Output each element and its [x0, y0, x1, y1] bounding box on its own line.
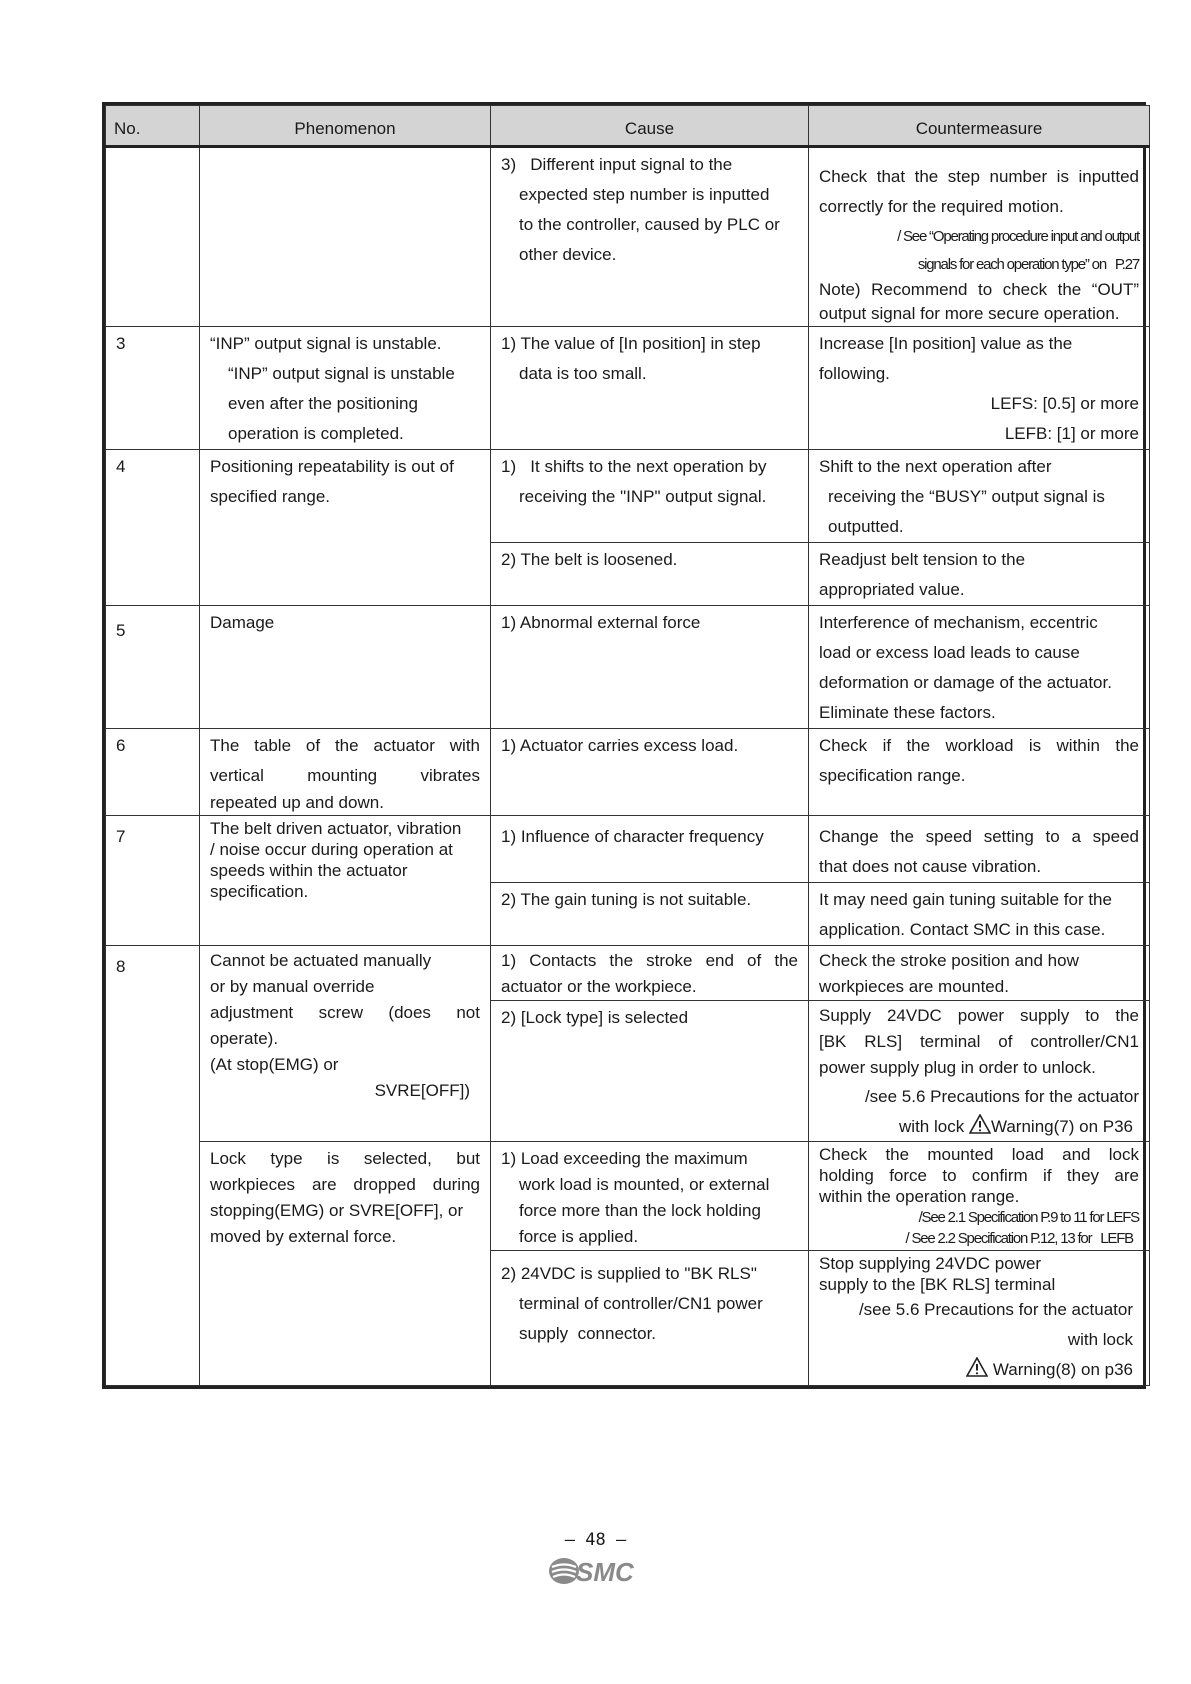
- troubleshooting-table: [102, 102, 1146, 1389]
- countermeasure-line: workpieces are mounted.: [819, 977, 1009, 996]
- cause-line: force is applied.: [519, 1227, 639, 1246]
- header-no: No.: [106, 106, 200, 147]
- phenomenon-cell: Damage: [200, 606, 491, 729]
- smc-logo-graphic: [546, 1554, 646, 1588]
- countermeasure-line: within the operation range.: [819, 1187, 1020, 1206]
- countermeasure-line: Interference of mechanism, eccentric: [819, 613, 1098, 632]
- countermeasure-line: application. Contact SMC in this case.: [819, 920, 1106, 939]
- countermeasure-line: following.: [819, 364, 890, 383]
- table-row: [106, 606, 1150, 729]
- cause-cell: 2) The belt is loosened.: [491, 543, 809, 606]
- cause-line: supply connector.: [519, 1324, 657, 1343]
- countermeasure-cell: [809, 606, 1150, 729]
- reference-line: with lock: [1067, 1330, 1133, 1349]
- cause-cell: 2) The gain tuning is not suitable.: [491, 883, 809, 946]
- table-row: [106, 816, 1150, 883]
- countermeasure-line: that does not cause vibration.: [819, 857, 1042, 876]
- countermeasure-line: Check the stroke position and how: [819, 951, 1079, 970]
- countermeasure-cell: [809, 883, 1150, 946]
- no-cell: 7: [106, 816, 200, 946]
- no-cell: 5: [106, 606, 200, 729]
- cause-line: force more than the lock holding: [519, 1201, 761, 1220]
- cause-line: 1) Load exceeding the maximum: [501, 1149, 748, 1168]
- table-row: [106, 147, 1150, 327]
- countermeasure-line: output signal for more secure operation.: [819, 304, 1120, 323]
- cause-line: receiving the "INP" output signal.: [519, 487, 767, 506]
- countermeasure-line: power supply plug in order to unlock.: [819, 1058, 1096, 1077]
- countermeasure-line: Increase [In position] value as the: [819, 334, 1073, 353]
- countermeasure-line: Change the speed setting to a speed: [819, 827, 1139, 846]
- cause-line: 1) It shifts to the next operation by: [501, 457, 767, 476]
- countermeasure-cell: [809, 816, 1150, 883]
- countermeasure-line: Readjust belt tension to the: [819, 550, 1026, 569]
- reference-line: signals for each operation type” on P.27: [917, 256, 1139, 273]
- countermeasure-line: LEFS: [0.5] or more: [990, 394, 1139, 413]
- cause-line: data is too small.: [519, 364, 647, 383]
- cause-line: 1) Contacts the stroke end of the: [501, 951, 798, 970]
- phenomenon-line: Lock type is selected, but: [210, 1149, 480, 1168]
- warning-icon: [969, 1114, 991, 1134]
- phenomenon-line: Positioning repeatability is out of: [210, 457, 454, 476]
- table-row: [106, 450, 1150, 543]
- countermeasure-cell: [809, 1001, 1150, 1142]
- countermeasure-cell: [809, 450, 1150, 543]
- phenomenon-cell: [200, 147, 491, 327]
- no-cell: 8: [106, 946, 200, 1386]
- countermeasure-line: It may need gain tuning suitable for the: [819, 890, 1112, 909]
- smc-logo-text: SMC: [575, 1557, 634, 1587]
- countermeasure-line: Shift to the next operation after: [819, 457, 1052, 476]
- cause-cell: [491, 147, 809, 327]
- countermeasure-line: correctly for the required motion.: [819, 197, 1064, 216]
- countermeasure-line: appropriated value.: [819, 580, 965, 599]
- phenomenon-line: SVRE[OFF]): [374, 1081, 470, 1100]
- cause-line: terminal of controller/CN1 power: [519, 1294, 763, 1313]
- countermeasure-line: Note) Recommend to check the “OUT”: [819, 280, 1139, 299]
- countermeasure-line: Stop supplying 24VDC power: [819, 1254, 1042, 1273]
- phenomenon-cell: [200, 946, 491, 1142]
- reference-line: [819, 1355, 1139, 1385]
- cause-cell: [491, 327, 809, 450]
- phenomenon-line: operation is completed.: [228, 424, 404, 443]
- reference-text: with lock: [899, 1117, 965, 1136]
- countermeasure-cell: [809, 1142, 1150, 1251]
- countermeasure-line: load or excess load leads to cause: [819, 643, 1080, 662]
- phenomenon-line: operate).: [210, 1029, 279, 1048]
- phenomenon-cell: [200, 729, 491, 816]
- smc-logo: [546, 1554, 646, 1588]
- phenomenon-line: speeds within the actuator: [210, 861, 408, 880]
- reference-line: /see 5.6 Precautions for the actuator: [864, 1087, 1139, 1106]
- reference-text: Warning(7) on P36: [990, 1117, 1133, 1136]
- phenomenon-line: vertical mounting vibrates: [210, 766, 480, 785]
- cause-cell: [491, 1142, 809, 1251]
- phenomenon-line: even after the positioning: [228, 394, 418, 413]
- phenomenon-line: specified range.: [210, 487, 331, 506]
- phenomenon-line: workpieces are dropped during: [210, 1175, 480, 1194]
- phenomenon-line: repeated up and down.: [210, 793, 384, 812]
- cause-line: other device.: [519, 245, 617, 264]
- reference-line: [819, 1113, 1139, 1141]
- phenomenon-line: The belt driven actuator, vibration: [210, 819, 462, 838]
- phenomenon-line: (At stop(EMG) or: [210, 1055, 339, 1074]
- reference-text: Warning(8) on p36: [992, 1360, 1133, 1379]
- countermeasure-line: [BK RLS] terminal of controller/CN1: [819, 1032, 1139, 1051]
- table-row: [106, 729, 1150, 816]
- phenomenon-line: The table of the actuator with: [210, 736, 480, 755]
- countermeasure-line: receiving the “BUSY” output signal is: [828, 487, 1105, 506]
- countermeasure-cell: [809, 327, 1150, 450]
- reference-line: / See 2.2 Specification P.12, 13 for LEFB: [905, 1230, 1133, 1247]
- cause-cell: [491, 1251, 809, 1386]
- countermeasure-line: Eliminate these factors.: [819, 703, 996, 722]
- phenomenon-line: Cannot be actuated manually: [210, 951, 432, 970]
- reference-line: /see 5.6 Precautions for the actuator: [858, 1300, 1133, 1319]
- cause-line: work load is mounted, or external: [519, 1175, 770, 1194]
- reference-line: /See 2.1 Specification P.9 to 11 for LEFS: [918, 1209, 1139, 1226]
- countermeasure-line: LEFB: [1] or more: [1004, 424, 1139, 443]
- countermeasure-cell: [809, 729, 1150, 816]
- table-row: [106, 327, 1150, 450]
- header-cause: Cause: [491, 106, 809, 147]
- cause-line: 3) Different input signal to the: [501, 155, 733, 174]
- countermeasure-line: Check that the step number is inputted: [819, 167, 1139, 186]
- cause-line: expected step number is inputted: [519, 185, 770, 204]
- countermeasure-cell: [809, 147, 1150, 327]
- cause-line: 2) 24VDC is supplied to "BK RLS": [501, 1264, 757, 1283]
- phenomenon-line: “INP” output signal is unstable.: [210, 334, 442, 353]
- table-row: [106, 1142, 1150, 1251]
- phenomenon-line: / noise occur during operation at: [210, 840, 453, 859]
- reference-line: / See “Operating procedure input and output: [897, 228, 1139, 245]
- countermeasure-line: Supply 24VDC power supply to the: [819, 1006, 1139, 1025]
- cause-cell: 2) [Lock type] is selected: [491, 1001, 809, 1142]
- phenomenon-line: adjustment screw (does not: [210, 1003, 480, 1022]
- countermeasure-cell: [809, 946, 1150, 1001]
- phenomenon-line: “INP” output signal is unstable: [228, 364, 455, 383]
- header-countermeasure: Countermeasure: [809, 106, 1150, 147]
- header-phenomenon: Phenomenon: [200, 106, 491, 147]
- phenomenon-cell: [200, 816, 491, 946]
- phenomenon-line: moved by external force.: [210, 1227, 397, 1246]
- page-footer: [0, 1530, 1191, 1588]
- phenomenon-line: stopping(EMG) or SVRE[OFF], or: [210, 1201, 464, 1220]
- cause-line: 1) The value of [In position] in step: [501, 334, 761, 353]
- cause-line: to the controller, caused by PLC or: [519, 215, 780, 234]
- no-cell: 4: [106, 450, 200, 606]
- cause-cell: 1) Actuator carries excess load.: [491, 729, 809, 816]
- cause-cell: [491, 450, 809, 543]
- countermeasure-line: supply to the [BK RLS] terminal: [819, 1275, 1056, 1294]
- header-row: [106, 106, 1150, 147]
- countermeasure-cell: [809, 1251, 1150, 1386]
- cause-cell: 1) Abnormal external force: [491, 606, 809, 729]
- countermeasure-line: specification range.: [819, 766, 966, 785]
- phenomenon-cell: [200, 1142, 491, 1386]
- countermeasure-line: deformation or damage of the actuator.: [819, 673, 1112, 692]
- phenomenon-line: or by manual override: [210, 977, 375, 996]
- no-cell: [106, 147, 200, 327]
- phenomenon-cell: [200, 327, 491, 450]
- phenomenon-cell: [200, 450, 491, 606]
- phenomenon-line: specification.: [210, 882, 309, 901]
- table-row: [106, 946, 1150, 1001]
- cause-cell: 1) Influence of character frequency: [491, 816, 809, 883]
- no-cell: 6: [106, 729, 200, 816]
- countermeasure-line: holding force to confirm if they are: [819, 1166, 1139, 1185]
- no-cell: 3: [106, 327, 200, 450]
- cause-cell: [491, 946, 809, 1001]
- countermeasure-cell: [809, 543, 1150, 606]
- countermeasure-line: Check the mounted load and lock: [819, 1145, 1139, 1164]
- cause-line: actuator or the workpiece.: [501, 977, 697, 996]
- warning-icon: [966, 1357, 988, 1377]
- countermeasure-line: Check if the workload is within the: [819, 736, 1139, 755]
- countermeasure-line: outputted.: [828, 517, 904, 536]
- page-number: – 48 –: [564, 1530, 627, 1550]
